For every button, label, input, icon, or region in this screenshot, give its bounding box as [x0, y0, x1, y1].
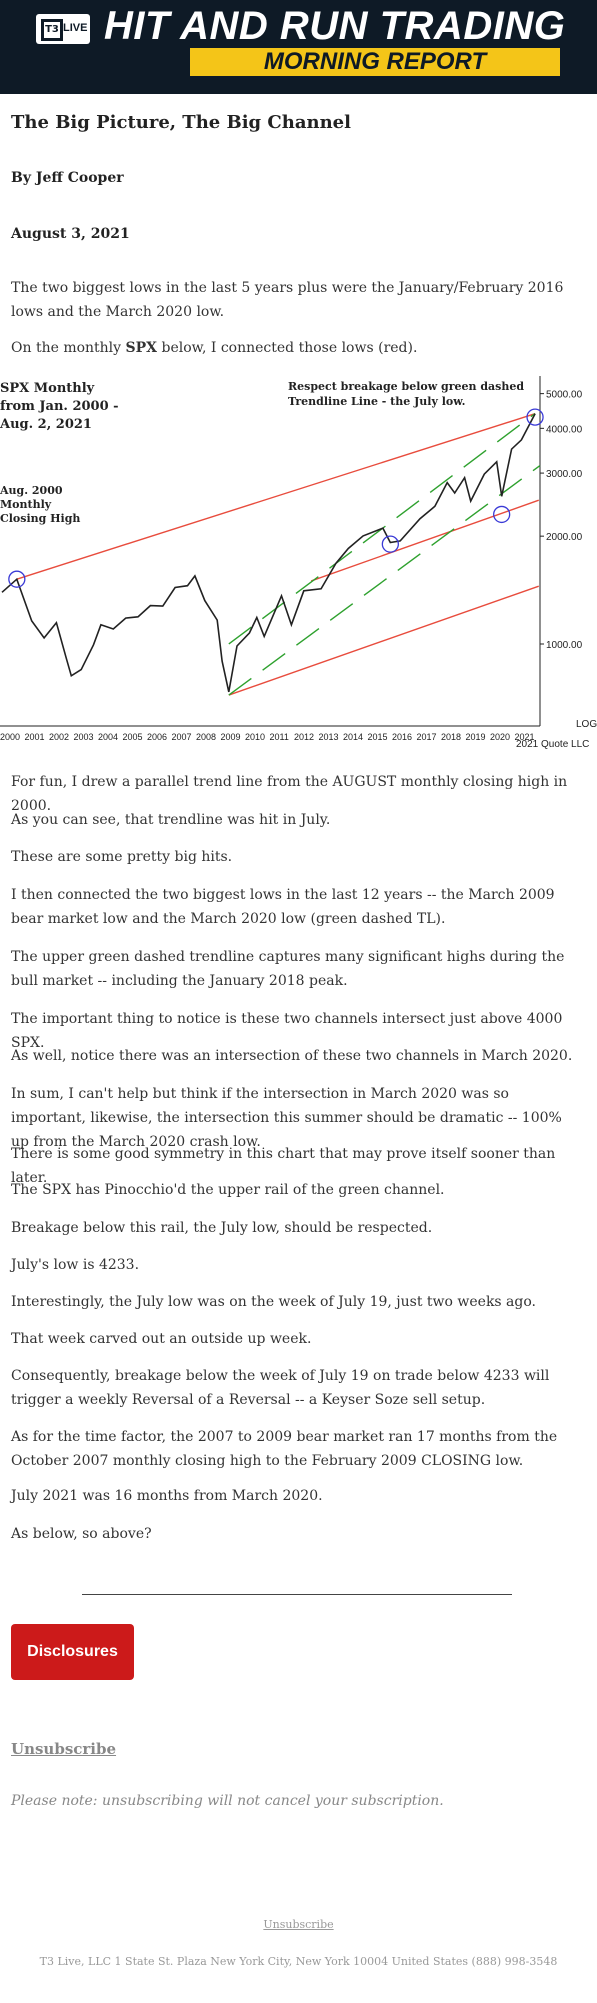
article-paragraph: Interestingly, the July low was on the week of July 19, just two weeks ago. [11, 1294, 536, 1310]
brand-title: HIT AND RUN TRADING [104, 4, 566, 48]
y-tick-label: 5000.00 [546, 389, 583, 401]
x-tick-label: 2002 [49, 732, 70, 742]
highlight-circle [382, 536, 398, 552]
article-paragraph: There is some good symmetry in this chart that may prove itself sooner than later. [11, 1146, 556, 1186]
chart-annotation-left: Aug. 2000 [0, 484, 63, 497]
y-tick-label: 2000.00 [546, 532, 583, 544]
x-tick-label: 2005 [122, 732, 143, 742]
price-series-line [2, 414, 535, 692]
article-paragraph: As for the time factor, the 2007 to 2009 bear market ran 17 months from the October 2007 monthly closing high to the February 2009 CLOSING low. [11, 1429, 558, 1469]
x-tick-label: 2001 [24, 732, 45, 742]
footer-unsubscribe-link[interactable]: Unsubscribe [263, 1918, 334, 1931]
t3-logo-icon: T3 [41, 19, 63, 41]
chart-title-line: Aug. 2, 2021 [0, 417, 92, 432]
chart-title-line: SPX Monthly [0, 381, 95, 396]
x-tick-label: 2000 [0, 732, 21, 742]
article-paragraph: That week carved out an outside up week. [11, 1331, 312, 1347]
article-paragraph: The important thing to notice is these two channels intersect just above 4000 SPX. [11, 1011, 563, 1051]
x-tick-label: 2012 [294, 732, 315, 742]
x-tick-label: 2017 [416, 732, 437, 742]
header-banner [0, 0, 597, 94]
article-paragraph: The upper green dashed trendline captures many significant highs during the bull market -- including the January 2018 peak. [11, 949, 565, 989]
trendline-red-lower [311, 500, 539, 581]
article-paragraph: July's low is 4233. [11, 1257, 140, 1273]
trendline-green-lower [229, 466, 540, 696]
article-paragraph: The SPX has Pinocchio'd the upper rail of the green channel. [11, 1182, 445, 1198]
article-paragraph: For fun, I drew a parallel trend line from the AUGUST monthly closing high in 2000. [11, 774, 568, 814]
monthly-text-post: below, I connected those lows (red). [157, 340, 418, 356]
x-tick-label: 2018 [441, 732, 462, 742]
x-tick-label: 2011 [269, 732, 289, 742]
article-byline: By Jeff Cooper [11, 170, 124, 186]
article-paragraph: July 2021 was 16 months from March 2020. [11, 1488, 323, 1504]
divider [82, 1594, 512, 1595]
chart-annotation-top: Respect breakage below green dashed [288, 380, 525, 393]
article-headline: The Big Picture, The Big Channel [11, 112, 351, 133]
article-paragraph: These are some pretty big hits. [11, 849, 233, 865]
intro-paragraph: The two biggest lows in the last 5 years plus were the January/February 2016 lows and the March 2020 low. [11, 280, 564, 320]
x-tick-label: 2020 [490, 732, 511, 742]
x-tick-label: 2010 [245, 732, 266, 742]
article-date: August 3, 2021 [11, 226, 130, 242]
article-paragraph: As well, notice there was an intersection of these two channels in March 2020. [11, 1048, 573, 1064]
x-tick-label: 2004 [98, 732, 119, 742]
x-tick-label: 2021 [514, 732, 535, 742]
monthly-text-bold: SPX [125, 340, 158, 356]
chart-annotation-left: Closing High [0, 512, 81, 525]
x-tick-label: 2014 [343, 732, 364, 742]
highlight-circle [494, 506, 510, 522]
y-tick-label: 3000.00 [546, 469, 583, 481]
article-paragraph: In sum, I can't help but think if the intersection in March 2020 was so important, likewise, the intersection this summer should be dramatic -- 100% up from the March 2020 crash low. [11, 1086, 562, 1150]
x-tick-label: 2009 [220, 732, 241, 742]
t3-live-logo[interactable] [36, 14, 90, 44]
x-tick-label: 2016 [392, 732, 413, 742]
article-paragraph: As below, so above? [11, 1526, 152, 1542]
article-paragraph: Breakage below this rail, the July low, should be respected. [11, 1220, 433, 1236]
trendline-red-upper [17, 414, 535, 579]
monthly-text-pre: On the monthly [11, 340, 126, 356]
chart-annotation-left: Monthly [0, 498, 52, 511]
chart-annotation-top: Trendline Line - the July low. [288, 395, 466, 408]
unsubscribe-note: Please note: unsubscribing will not cancel your subscription. [11, 1793, 444, 1809]
monthly-paragraph [11, 336, 583, 360]
footer-address: T3 Live, LLC 1 State St. Plaza New York City, New York 10004 United States (888) 998-3548 [39, 1955, 558, 1968]
article-paragraph: Consequently, breakage below the week of July 19 on trade below 4233 will trigger a weekly Reversal of a Reversal -- a Keyser Soze sell setup. [11, 1368, 550, 1408]
x-tick-label: 2006 [147, 732, 168, 742]
article-paragraph: As you can see, that trendline was hit in July. [11, 812, 331, 828]
logo-live-text: LIVE [63, 22, 88, 34]
chart-source-label: 2021 Quote LLC [516, 739, 590, 750]
spx-monthly-chart [0, 376, 597, 750]
unsubscribe-link[interactable]: Unsubscribe [11, 1740, 117, 1758]
y-tick-label: 1000.00 [546, 639, 583, 651]
log-scale-label: LOG [576, 719, 597, 730]
chart-title-line: from Jan. 2000 - [0, 399, 119, 414]
brand-subtitle: MORNING REPORT [190, 48, 560, 76]
highlight-circle [527, 409, 543, 425]
x-tick-label: 2003 [73, 732, 94, 742]
x-tick-label: 2019 [465, 732, 486, 742]
x-tick-label: 2008 [196, 732, 217, 742]
x-tick-label: 2015 [367, 732, 388, 742]
y-tick-label: 4000.00 [546, 424, 583, 436]
trendline-red-bottom [229, 586, 539, 695]
x-tick-label: 2007 [171, 732, 192, 742]
x-tick-label: 2013 [318, 732, 339, 742]
disclosures-button[interactable]: Disclosures [11, 1624, 134, 1680]
article-paragraph: I then connected the two biggest lows in the last 12 years -- the March 2009 bear market low and the March 2020 low (green dashed TL). [11, 887, 555, 927]
